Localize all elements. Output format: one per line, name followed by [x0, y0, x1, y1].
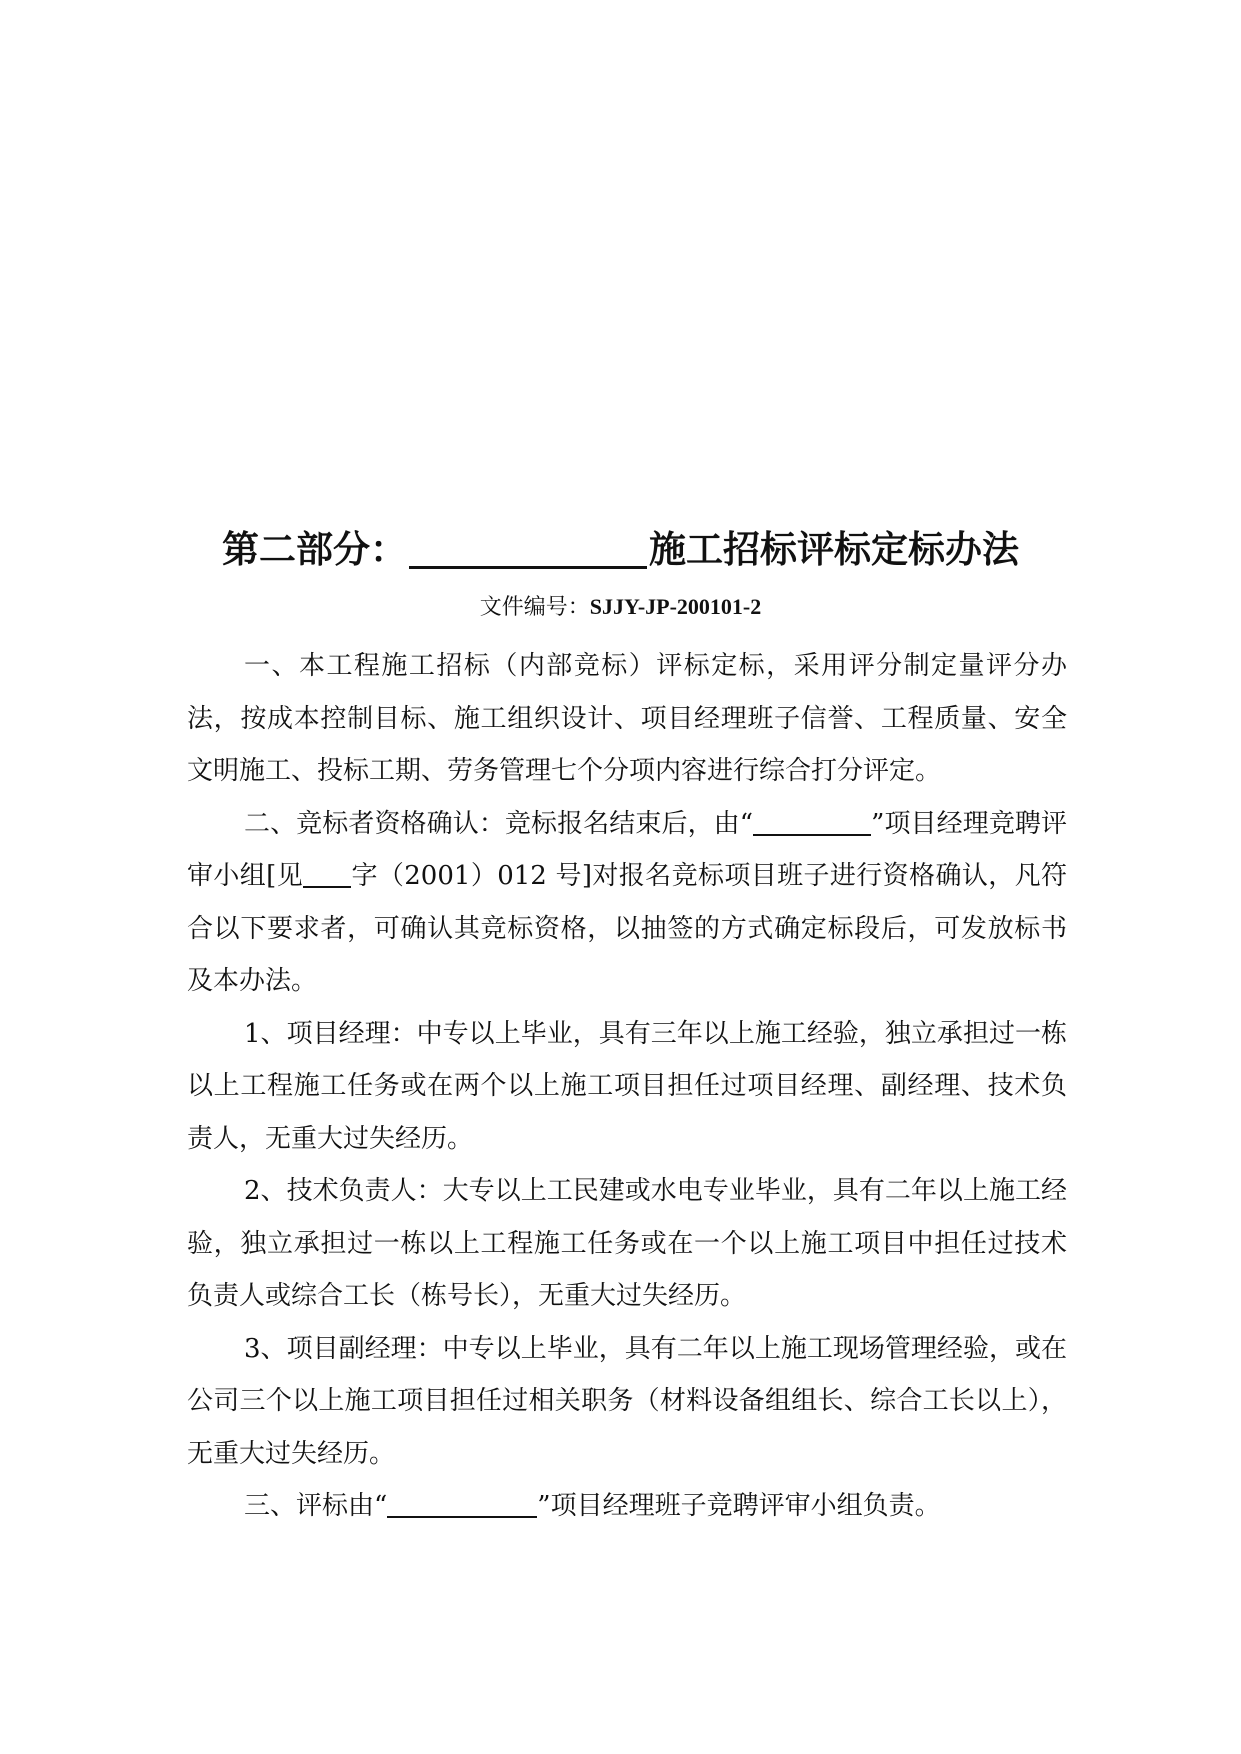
paragraph-6-part-b: ”项目经理班子竞聘评审小组负责。 [537, 1491, 941, 1521]
document-title [0, 528, 1241, 572]
paragraph-6 [187, 1480, 1067, 1533]
title-blank [409, 528, 647, 569]
paragraph-6-part-a: 三、评标由“ [244, 1491, 388, 1521]
file-number-code: SJJY-JP-200101-2 [589, 594, 762, 619]
document-body [187, 640, 1067, 1533]
paragraph-2-part-c: 字（2001）012 号]对报名竞标项目班子进行资格确认，凡符合以下要求者，可确认其竞标资格，以抽签的方式确定标段后，可发放标书及本办法。 [187, 861, 1067, 996]
paragraph-1: 一、本工程施工招标（内部竞标）评标定标，采用评分制定量评分办法，按成本控制目标、施工组织设计、项目经理班子信誉、工程质量、安全文明施工、投标工期、劳务管理七个分项内容进行综合打分评定。 [187, 651, 1067, 786]
blank-field [753, 804, 871, 836]
blank-field [303, 856, 351, 888]
file-number-label: 文件编号： [479, 595, 590, 620]
paragraph-2 [187, 798, 1067, 1008]
file-number [0, 592, 1241, 623]
blank-field [387, 1486, 537, 1518]
paragraph-2-part-b: ”项目经理竞聘评审小组[见 [187, 808, 1068, 891]
paragraph-3: 1、项目经理：中专以上毕业，具有三年以上施工经验，独立承担过一栋以上工程施工任务或在两个以上施工项目担任过项目经理、副经理、技术负责人，无重大过失经历。 [187, 1018, 1067, 1154]
title-prefix: 第二部分： [222, 528, 407, 571]
title-suffix: 施工招标评标定标办法 [649, 528, 1019, 571]
paragraph-4: 2、技术负责人：大专以上工民建或水电专业毕业，具有二年以上施工经验，独立承担过一栋以上工程施工任务或在一个以上施工项目中担任过技术负责人或综合工长（栋号长），无重大过失经历。 [187, 1176, 1067, 1311]
paragraph-5: 3、项目副经理：中专以上毕业，具有二年以上施工现场管理经验，或在公司三个以上施工项目担任过相关职务（材料设备组组长、综合工长以上），无重大过失经历。 [187, 1333, 1067, 1469]
paragraph-2-part-a: 二、竞标者资格确认：竞标报名结束后，由“ [244, 808, 754, 839]
